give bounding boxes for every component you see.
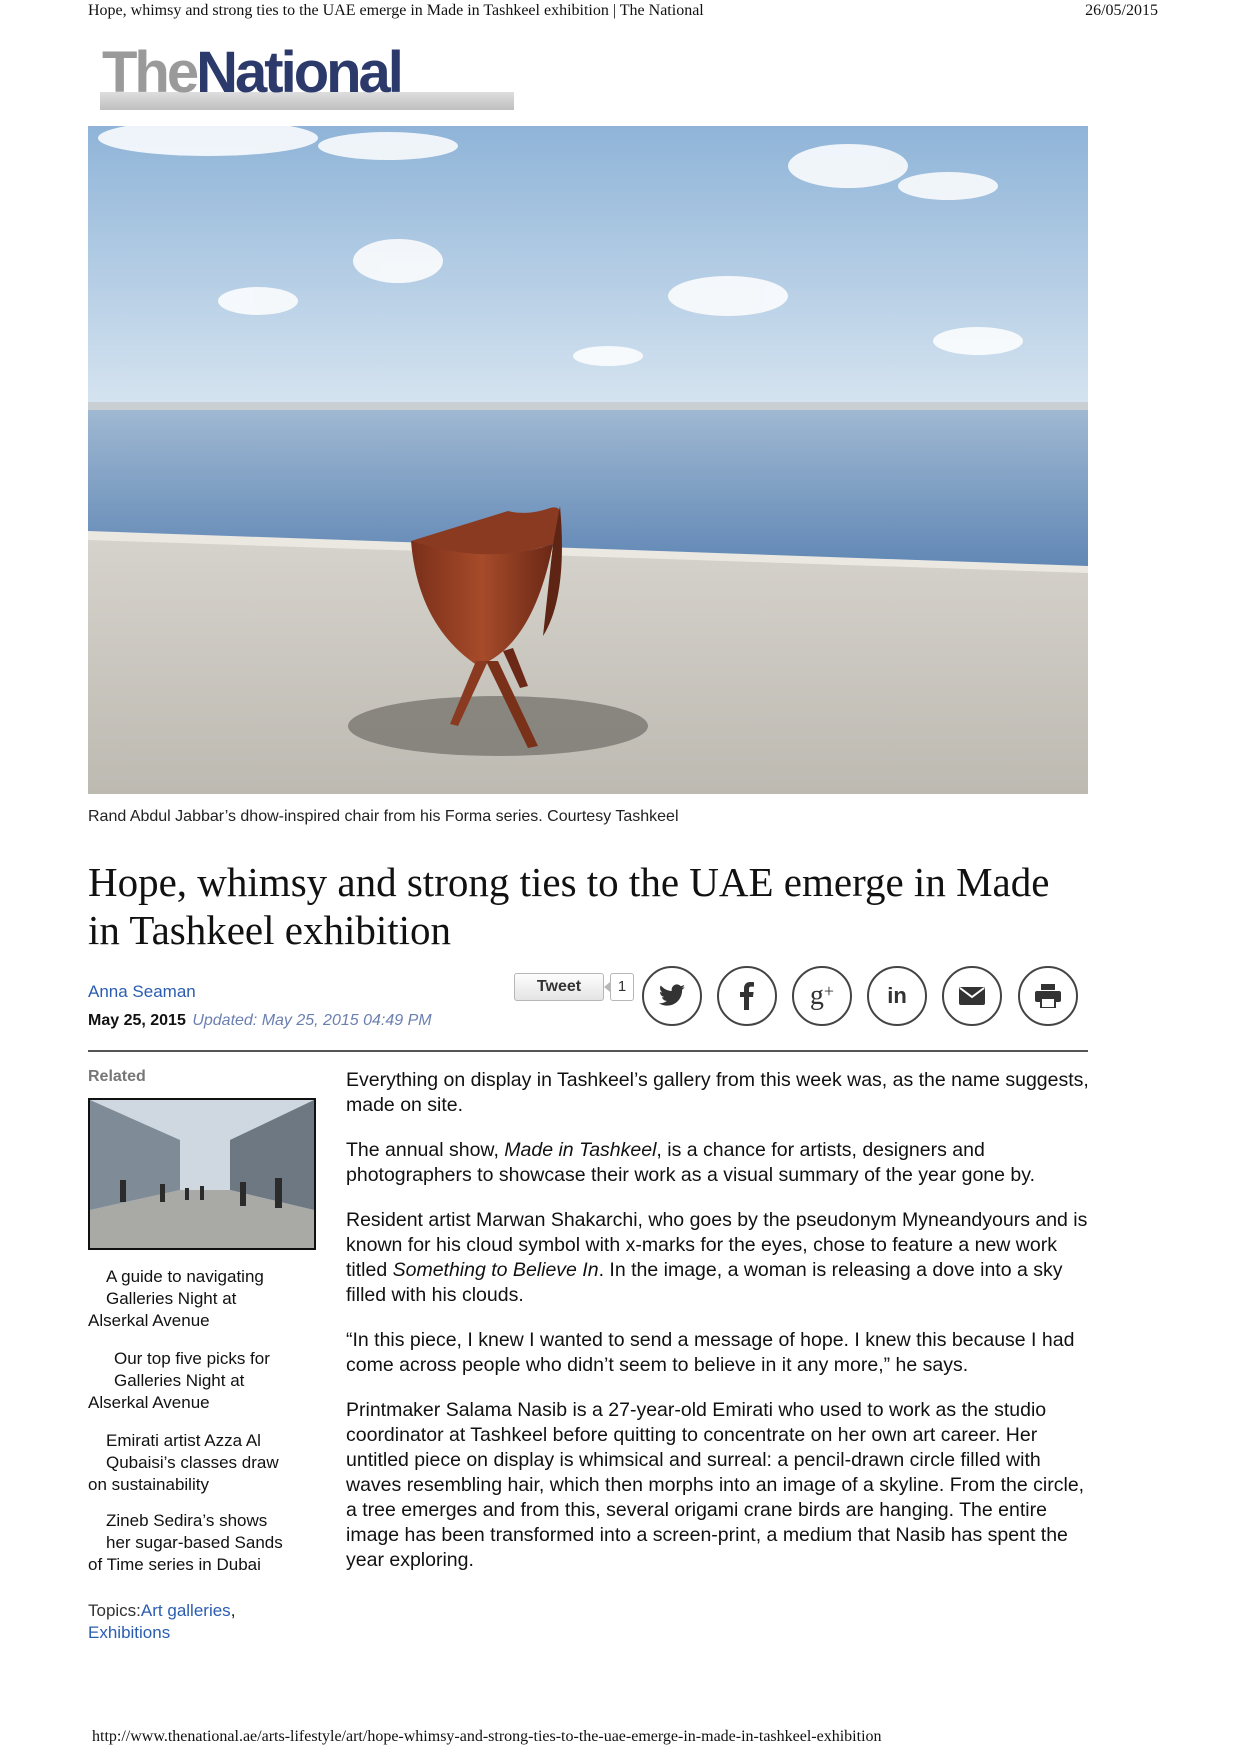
logo-national: National	[196, 40, 401, 105]
related-link-3[interactable]: Emirati artist Azza Al Qubaisi’s classes draw on sustainability	[88, 1431, 279, 1494]
email-icon	[959, 987, 985, 1005]
topic-link-exhibitions[interactable]: Exhibitions	[88, 1623, 171, 1642]
article-headline: Hope, whimsy and strong ties to the UAE emerge in Made in Tashkeel exhibition	[88, 859, 1050, 953]
article-paragraph-5: Printmaker Salama Nasib is a 27-year-old Emirati who used to work as the studio coordinator at Tashkeel before quitting to concentrate on her own art career. Her untitled piece on display is whimsical and surreal: a pencil-drawn circle filled with waves resembling hair, which then morphs into an image of a skyline. From the circle, a tree emerges and from this, several origami crane birds are hanging. The entire image has been transformed into a screen-print, a medium that Nasib has spent the year exploring.	[346, 1399, 1085, 1571]
twitter-icon	[658, 984, 686, 1008]
google-plus-icon: g+	[809, 980, 835, 1011]
related-heading: Related	[88, 1068, 146, 1085]
dateline	[88, 1012, 432, 1030]
email-share-button[interactable]	[942, 966, 1002, 1026]
print-icon	[1035, 984, 1061, 1008]
article-paragraph-4: “In this piece, I knew I wanted to send a message of hope. I knew this because I had come across people who didn’t seem to believe in it any more,” he says.	[346, 1329, 1075, 1376]
twitter-share-button[interactable]	[642, 966, 702, 1026]
facebook-share-button[interactable]	[717, 966, 777, 1026]
article-body	[346, 1068, 1092, 1593]
linkedin-share-button[interactable]	[867, 966, 927, 1026]
logo-the: The	[102, 40, 197, 105]
related-link-4[interactable]: Zineb Sedira’s shows her sugar-based Sands of Time series in Dubai	[88, 1511, 283, 1574]
tweet-count: 1	[610, 973, 634, 1001]
section-divider	[88, 1050, 1088, 1052]
topics: Topics:Art galleries, Exhibitions	[88, 1601, 236, 1642]
related-link-1[interactable]: A guide to navigating Galleries Night at Alserkal Avenue	[88, 1267, 264, 1330]
article-paragraph-3: Resident artist Marwan Shakarchi, who goes by the pseudonym Myneandyours and is known for his cloud symbol with x-marks for the eyes, chose to feature a new work titled Something to Believe In. In the image, a woman is releasing a dove into a sky filled with his clouds.	[346, 1209, 1088, 1306]
article-paragraph-2: The annual show, Made in Tashkeel, is a chance for artists, designers and photographers to showcase their work as a visual summary of the year gone by.	[346, 1139, 1035, 1186]
print-header-date: 26/05/2015	[1085, 2, 1158, 19]
site-logo[interactable]	[100, 40, 514, 110]
hero-image	[88, 126, 1088, 794]
tweet-button[interactable]: Tweet	[514, 973, 604, 1001]
updated-date: Updated: May 25, 2015 04:49 PM	[192, 1012, 432, 1029]
hero-caption: Rand Abdul Jabbar’s dhow-inspired chair from his Forma series. Courtesy Tashkeel	[88, 808, 679, 825]
google-plus-share-button[interactable]	[792, 966, 852, 1026]
print-footer-url: http://www.thenational.ae/arts-lifestyle/art/hope-whimsy-and-strong-ties-to-the-uae-emerge-in-made-in-tashkeel-exhibition	[92, 1728, 882, 1745]
print-header-title: Hope, whimsy and strong ties to the UAE emerge in Made in Tashkeel exhibition | The National	[88, 2, 704, 19]
related-link-2[interactable]: Our top five picks for Galleries Night at Alserkal Avenue	[88, 1349, 270, 1412]
related-thumbnail[interactable]	[88, 1098, 316, 1250]
facebook-icon	[739, 982, 755, 1010]
linkedin-icon: in	[887, 983, 907, 1008]
published-date: May 25, 2015	[88, 1012, 186, 1029]
article-paragraph-1: Everything on display in Tashkeel’s gallery from this week was, as the name suggests, made on site.	[346, 1069, 1089, 1116]
print-share-button[interactable]	[1018, 966, 1078, 1026]
print-header	[88, 2, 1158, 20]
topic-link-art-galleries[interactable]: Art galleries	[140, 1601, 231, 1620]
author-link[interactable]: Anna Seaman	[88, 982, 196, 1001]
topics-label: Topics:	[88, 1601, 141, 1620]
